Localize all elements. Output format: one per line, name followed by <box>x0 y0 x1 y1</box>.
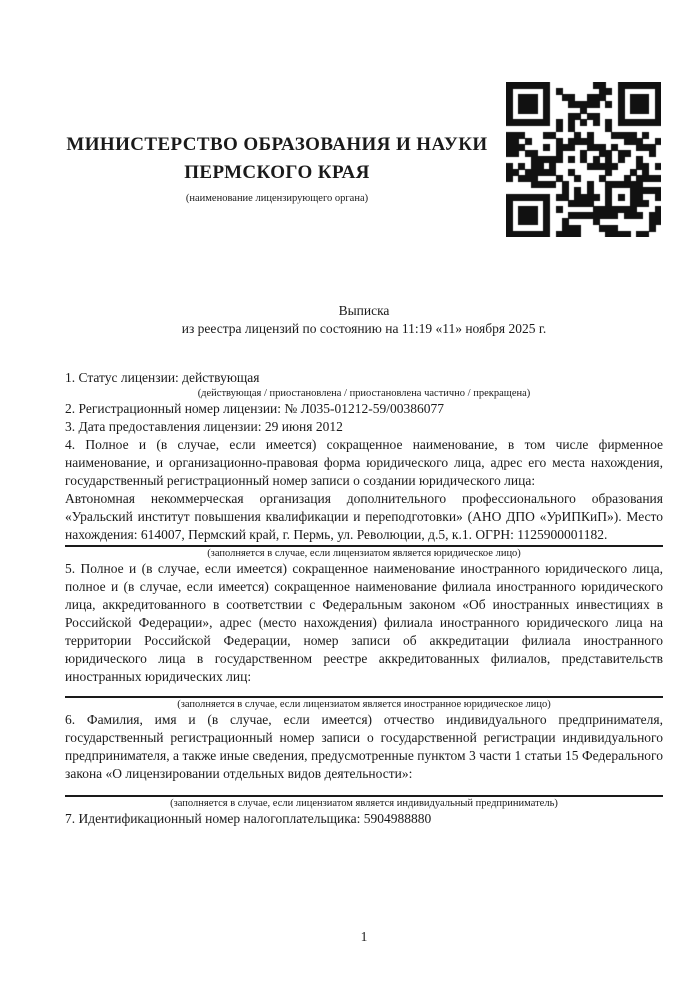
document-body <box>65 369 663 828</box>
item-5-foreign-entity-question: 5. Полное и (в случае, если имеется) сокращенное наименование иностранного юридического лица, полное и (в случае, если имеется) сокращенное наименование филиала иностранного юридического лица, аккредитованного в соответствии с Федеральным законом «Об иностранных инвестициях в Российской Федерации», адрес (место нахождения) филиала иностранного юридического лица на территории Российской Федерации, номер записи об аккредитации филиала иностранного юридического лица в государственном реестре аккредитованных филиалов, представительств иностранных юридических лиц: <box>65 561 663 684</box>
item-1-license-status: 1. Статус лицензии: действующая <box>65 370 260 385</box>
ministry-note: (наименование лицензирующего органа) <box>185 193 369 204</box>
item-4-note: (заполняется в случае, если лицензиатом является юридическое лицо) <box>207 548 521 559</box>
item-4-legal-entity-answer: Автономная некоммерческая организация дополнительного профессионального образования «Уральский институт повышения квалификации и переподготовки» (АНО ДПО «УрИПКиП»). Место нахождения: 614007, Пермский край, г. Пермь, ул. Революции, д.5, к.1. ОГРН: 1125900001182. <box>65 491 663 542</box>
item-6-entrepreneur-question: 6. Фамилия, имя и (в случае, если имеется) отчество индивидуального предпринимателя, государственный регистрационный номер записи о государственной регистрации индивидуального предпринимателя, а также иные сведения, предусмотренные пунктом 3 части 1 статьи 15 Федерального закона «О лицензировании отдельных видов деятельности»: <box>65 712 663 781</box>
document-title <box>65 302 663 338</box>
item-2-registration-number: 2. Регистрационный номер лицензии: № Л035-01212-59/00386077 <box>65 401 445 416</box>
page-number: 1 <box>360 929 368 944</box>
item-3-license-grant-date: 3. Дата предоставления лицензии: 29 июня 2012 <box>65 419 343 434</box>
document-title-line-1: Выписка <box>338 303 390 318</box>
ministry-name-line-1: МИНИСТЕРСТВО ОБРАЗОВАНИЯ И НАУКИ <box>66 134 488 155</box>
item-1-status-options-note: (действующая / приостановлена / приостановлена частично / прекращена) <box>197 388 531 399</box>
item-4-legal-entity-question: 4. Полное и (в случае, если имеется) сокращенное наименование, в том числе фирменное наименование, и организационно-правовая форма юридического лица, адрес его места нахождения, государственный регистрационный номер записи о создании юридического лица: <box>65 437 663 488</box>
document-title-line-2: из реестра лицензий по состоянию на 11:19 «11» ноября 2025 г. <box>181 321 547 336</box>
licensing-authority-header <box>65 131 489 205</box>
item-5-note: (заполняется в случае, если лицензиатом является иностранное юридическое лицо) <box>177 699 551 710</box>
qr-code-icon <box>506 82 661 237</box>
item-6-note: (заполняется в случае, если лицензиатом является индивидуальный предприниматель) <box>170 798 558 809</box>
item-7-taxpayer-id: 7. Идентификационный номер налогоплательщика: 5904988880 <box>65 811 432 826</box>
ministry-name-line-2: ПЕРМСКОГО КРАЯ <box>184 162 370 183</box>
